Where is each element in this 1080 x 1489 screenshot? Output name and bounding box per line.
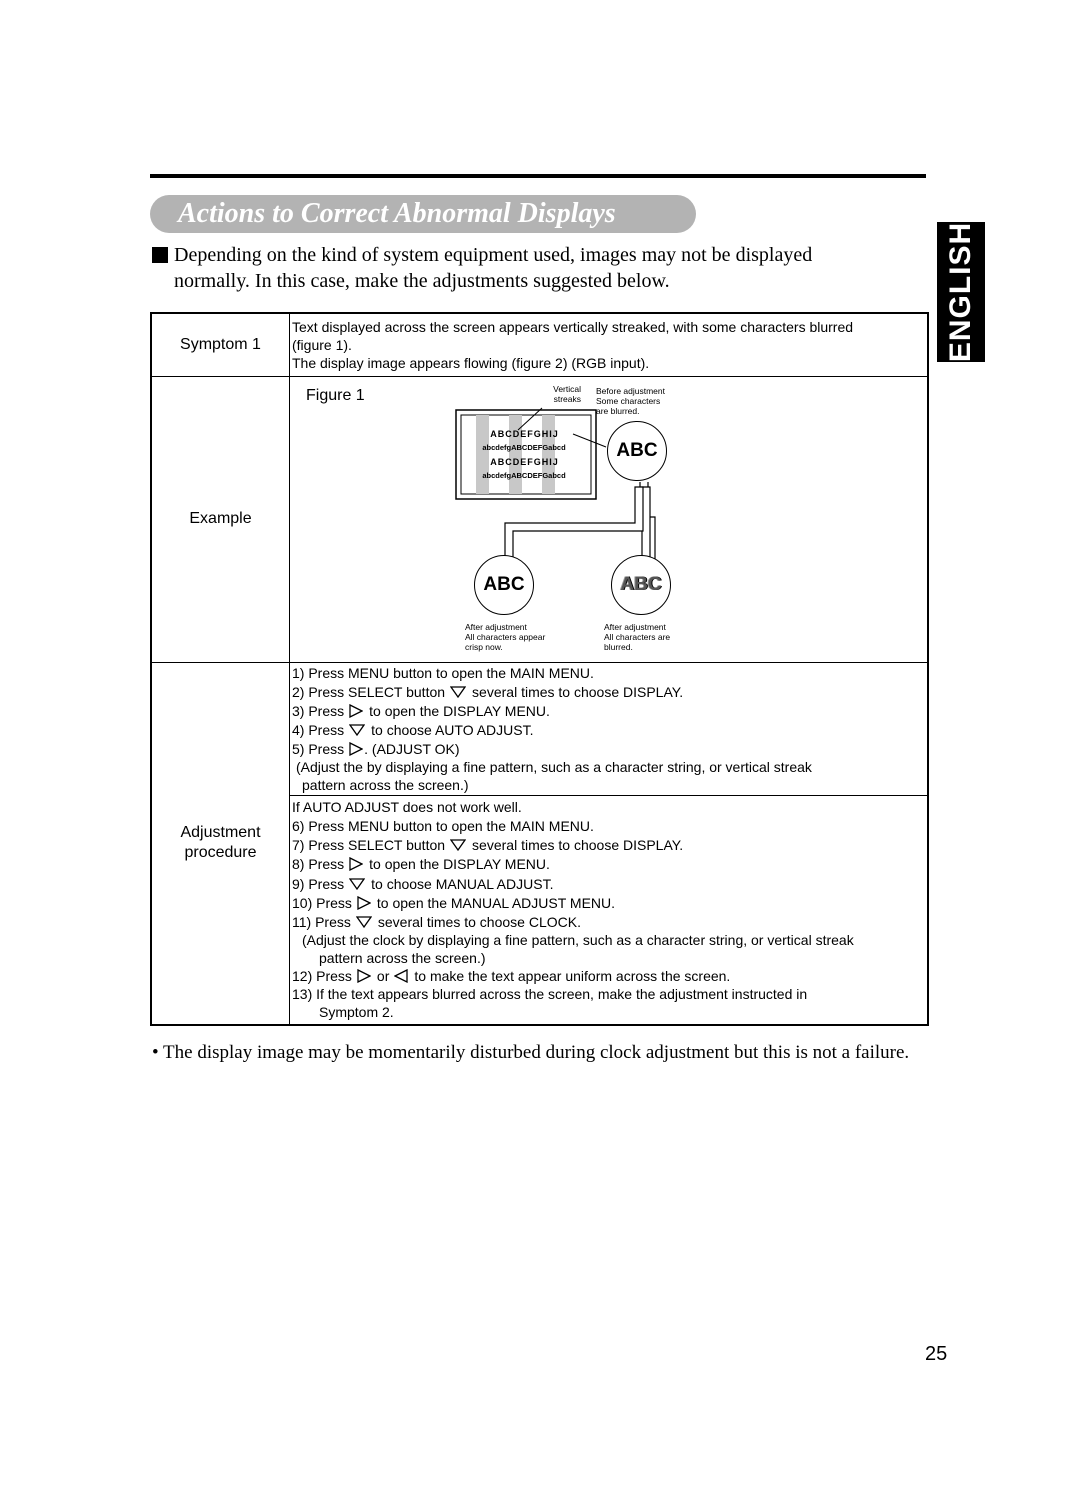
right-arrow-icon [357,896,371,910]
figure-label: Figure 1 [306,387,365,404]
note-line: pattern across the screen.) [302,777,469,793]
intro-line-2: normally. In this case, make the adjustments suggested below. [174,270,670,292]
after-adjustment-crisp-circle: ABC [474,555,534,615]
screen-line: ABCDEFGHIJ [490,429,559,439]
right-arrow-icon [349,704,363,718]
note-line: pattern across the screen.) [319,950,486,966]
intro-line-1: Depending on the kind of system equipment used, images may not be displayed [174,244,813,266]
after-adjustment-blurred-note: After adjustment All characters are blurred. [604,622,671,652]
page-title: Actions to Correct Abnormal Displays [178,198,616,229]
row-divider [152,662,927,663]
step-2: 2) Press SELECT button several times to choose DISPLAY. [292,684,684,700]
step-12: 12) Press or to make the text appear uniform across the screen. [292,968,731,984]
step-13-continued: Symptom 2. [319,1004,394,1020]
note-line: (Adjust the clock by displaying a fine pattern, such as a character string, or vertical streak [302,932,854,948]
down-arrow-icon [349,724,365,736]
step-13: 13) If the text appears blurred across the screen, make the adjustment instructed in [292,986,808,1002]
screen-line: abcdefgABCDEFGabcd [482,443,566,452]
down-arrow-icon [450,839,466,851]
figure-1-diagram [290,377,927,662]
screen-line: abcdefgABCDEFGabcd [482,471,566,480]
step-4: 4) Press to choose AUTO ADJUST. [292,722,534,738]
example-label: Example [189,510,252,527]
symptom-line: Text displayed across the screen appears vertically streaked, with some characters blurred [292,319,854,335]
language-tab-label: ENGLISH [944,221,978,363]
step-7: 7) Press SELECT button several times to choose DISPLAY. [292,837,684,853]
square-bullet-icon [152,247,168,263]
step-3: 3) Press to open the DISPLAY MENU. [292,703,550,719]
after-adjustment-crisp-note: After adjustment All characters appear crisp now. [465,622,546,652]
before-adjustment-circle: ABC [607,421,667,481]
language-tab [937,222,985,362]
right-arrow-icon [349,742,363,756]
fallback-intro: If AUTO ADJUST does not work well. [292,799,522,815]
down-arrow-icon [356,916,372,928]
symptom-label: Symptom 1 [180,336,261,353]
row-divider [289,795,927,796]
before-adjustment-note: Before adjustment Some characters are blurred. [596,386,665,416]
step-5: 5) Press . (ADJUST OK) [292,741,460,757]
footnote: • The display image may be momentarily disturbed during clock adjustment but this is not a failure. [152,1042,910,1063]
symptom-table [150,312,929,1026]
note-line: (Adjust the by displaying a fine pattern, such as a character string, or vertical streak [296,759,812,775]
adjustment-label: Adjustment procedure [180,824,261,861]
top-rule [150,174,926,178]
down-arrow-icon [349,878,365,890]
symptom-line: The display image appears flowing (figure 2) (RGB input). [292,355,650,371]
page-number: 25 [925,1343,948,1365]
step-8: 8) Press to open the DISPLAY MENU. [292,856,550,872]
step-9: 9) Press to choose MANUAL ADJUST. [292,876,554,892]
down-arrow-icon [450,686,466,698]
step-6: 6) Press MENU button to open the MAIN MENU. [292,818,594,834]
right-arrow-icon [357,969,371,983]
right-arrow-icon [349,857,363,871]
vertical-streaks-label: Vertical streaks [553,384,581,404]
left-arrow-icon [394,969,408,983]
step-11: 11) Press several times to choose CLOCK. [292,914,581,930]
step-10: 10) Press to open the MANUAL ADJUST MENU. [292,895,616,911]
symptom-line: (figure 1). [292,337,352,353]
step-1: 1) Press MENU button to open the MAIN MENU. [292,665,594,681]
screen-line: ABCDEFGHIJ [490,457,559,467]
after-adjustment-blurred-circle: ABC [611,555,671,615]
